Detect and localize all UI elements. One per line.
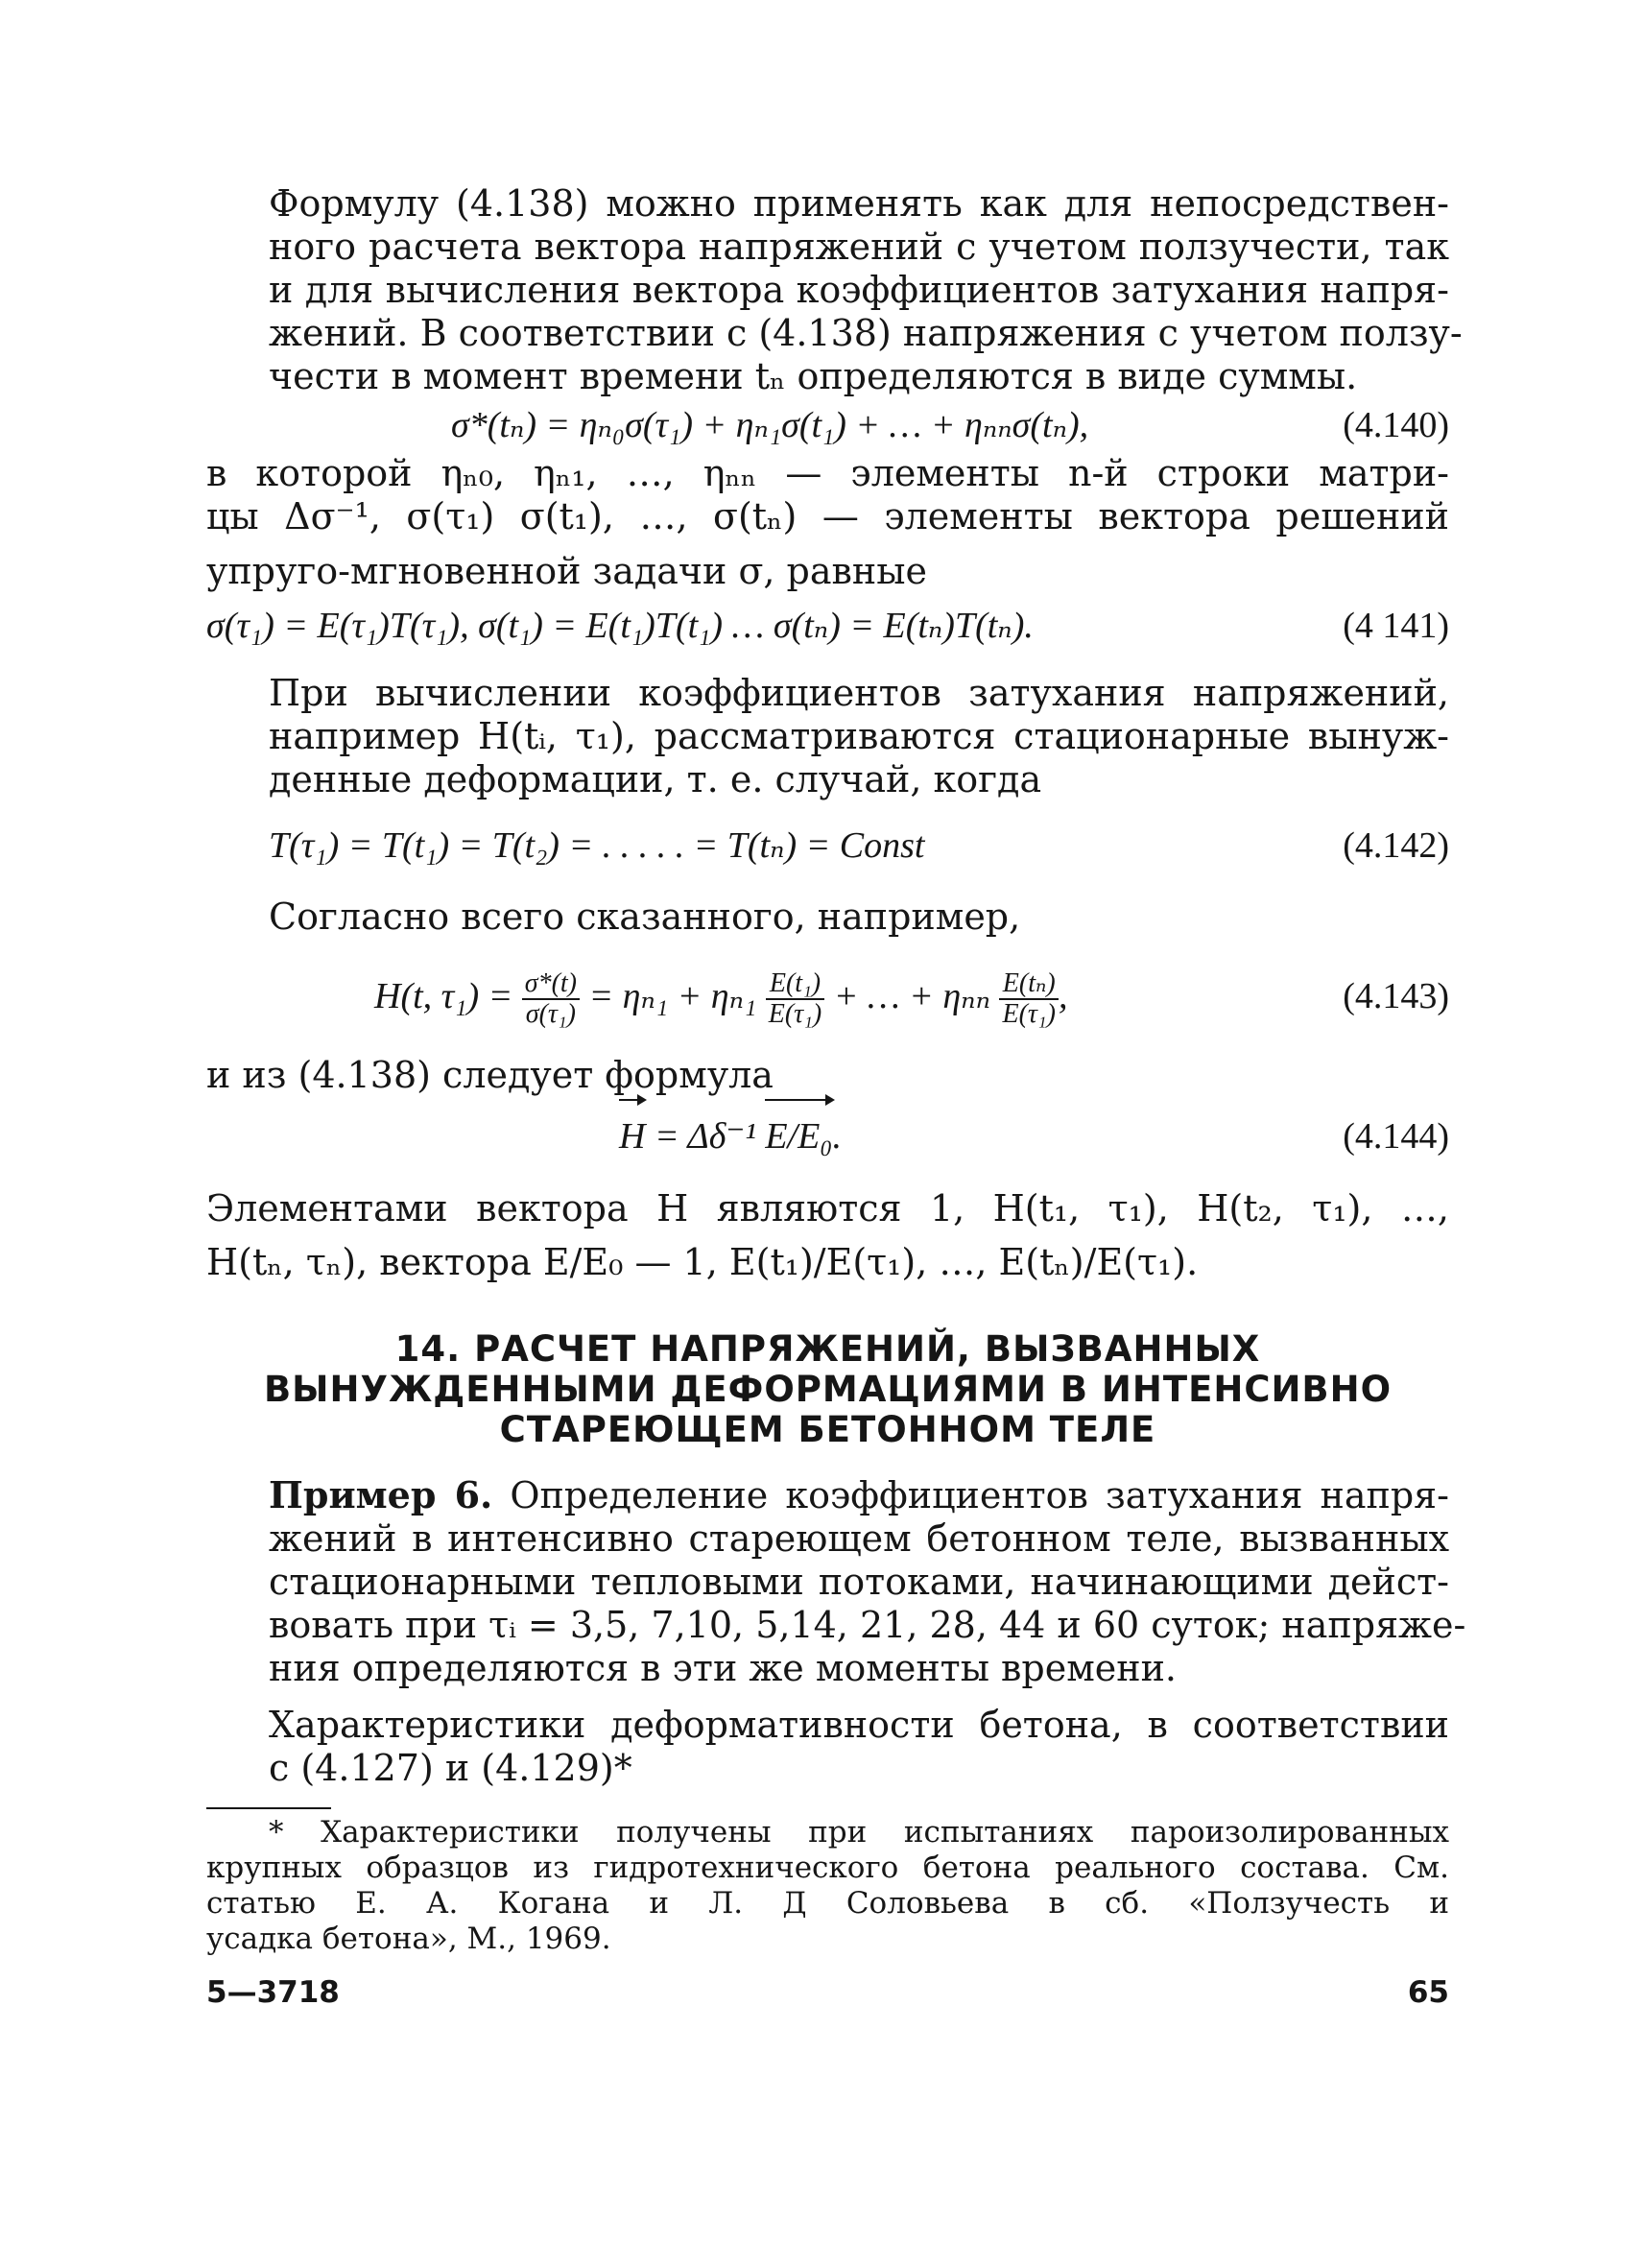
equation-number: (4.144) <box>1343 1116 1449 1157</box>
equation-4-144 <box>206 1103 1449 1170</box>
text-line: ния определяются в эти же моменты времени. <box>269 1647 1178 1689</box>
paragraph-intro <box>206 182 1463 398</box>
equation-number: (4.140) <box>1343 405 1449 445</box>
example-text: Определение коэффициентов затухания напря- <box>510 1474 1449 1516</box>
footnote-rule <box>206 1807 331 1809</box>
footnote-text <box>206 1815 1449 1957</box>
equation-4-143 <box>206 952 1449 1040</box>
equation-lhs: H(t, τ₁) = <box>374 976 513 1016</box>
denominator: σ(τ₁) <box>525 999 576 1030</box>
text-line: усадка бетона», М., 1969. <box>206 1922 611 1956</box>
text-line: например H(tᵢ, τ₁), рассматриваются стационарные вынуж- <box>269 715 1449 757</box>
text-line: крупных образцов из гидротехнического бетона реального состава. См. <box>206 1850 1449 1885</box>
text-line: ного расчета вектора напряжений с учетом ползучести, так <box>269 226 1449 268</box>
text-line: жений. В соответствии с (4.138) напряжения с учетом ползу- <box>269 312 1463 354</box>
paragraph-vector-elements <box>206 1182 1449 1289</box>
paragraph-elements <box>206 452 1449 593</box>
text-line: Элементами вектора H являются 1, H(t₁, τ₁), H(t₂, τ₁), …, <box>206 1187 1449 1229</box>
equation-term: = ηₙ₁ + ηₙ₁ <box>588 976 757 1016</box>
paragraph-coefficients <box>206 672 1449 801</box>
paragraph-accordingly <box>206 895 1449 939</box>
numerator: E(t₁) <box>766 969 825 1000</box>
equation-4-142 <box>206 819 1449 872</box>
text-line: Согласно всего сказанного, например, <box>269 895 1021 938</box>
equation-term: . <box>832 1116 843 1157</box>
vector-h: H <box>619 1103 645 1170</box>
text-line: вовать при τᵢ = 3,5, 7,10, 5,14, 21, 28, 44 и 60 суток; напряже- <box>269 1604 1466 1646</box>
text-line: статью Е. А. Когана и Л. Д Соловьева в сб. «Ползучесть и <box>206 1886 1449 1921</box>
signature-mark: 5—3718 <box>206 1975 340 2010</box>
text-line: * Характеристики получены при испытаниях пароизолированных <box>269 1815 1449 1850</box>
heading-line: 14. РАСЧЕТ НАПРЯЖЕНИЙ, ВЫЗВАННЫХ <box>394 1328 1261 1370</box>
fraction <box>522 969 580 1029</box>
denominator: E(τ₁) <box>1002 999 1056 1030</box>
text-line: Формулу (4.138) можно применять как для непосредствен- <box>269 182 1449 225</box>
equation-body: σ*(tₙ) = ηₙ₀σ(τ₁) + ηₙ₁σ(t₁) + … + ηₙₙσ(tₙ), <box>451 405 1089 445</box>
equation-body <box>619 1103 842 1170</box>
equation-number: (4.143) <box>1343 976 1449 1016</box>
section-heading <box>206 1329 1449 1450</box>
page-footer <box>206 1975 1449 2014</box>
text-line: с (4.127) и (4.129)* <box>269 1747 632 1789</box>
text-line: цы Δσ⁻¹, σ(τ₁) σ(t₁), …, σ(tₙ) — элементы вектора решений <box>206 495 1449 537</box>
text-line: и для вычисления вектора коэффициентов затухания напря- <box>269 269 1449 311</box>
fraction <box>999 969 1059 1029</box>
equation-body: σ(τ₁) = E(τ₁)T(τ₁), σ(t₁) = E(t₁)T(t₁) … σ(tₙ) = E(tₙ)T(tₙ). <box>206 606 1034 646</box>
text-line: H(tₙ, τₙ), вектора E/E₀ — 1, E(t₁)/E(τ₁), …, E(tₙ)/E(τ₁). <box>206 1241 1199 1283</box>
equation-body <box>374 952 1068 1040</box>
numerator: σ*(t) <box>522 969 580 1000</box>
text-line: в которой ηₙ₀, ηₙ₁, …, ηₙₙ — элементы n-й строки матри- <box>206 452 1449 494</box>
heading-line: ВЫНУЖДЕННЫМИ ДЕФОРМАЦИЯМИ В ИНТЕНСИВНО <box>263 1369 1393 1410</box>
text-line: Характеристики деформативности бетона, в соответствии <box>269 1704 1449 1746</box>
text-line: денные деформации, т. е. случай, когда <box>269 758 1042 800</box>
equation-term: , <box>1059 976 1068 1016</box>
text-line: чести в момент времени tₙ определяются в виде суммы. <box>269 355 1358 397</box>
text-line: жений в интенсивно стареющем бетонном теле, вызванных <box>269 1517 1449 1560</box>
text-line: упруго-мгновенной задачи σ, равные <box>206 550 927 592</box>
equation-4-140 <box>206 398 1449 452</box>
heading-line: СТАРЕЮЩЕМ БЕТОННОМ ТЕЛЕ <box>499 1409 1156 1450</box>
paragraph-characteristics <box>206 1704 1449 1790</box>
text-line: стационарными тепловыми потоками, начинающими дейст- <box>269 1561 1449 1603</box>
text-line: и из (4.138) следует формула <box>206 1054 774 1096</box>
paragraph-formula-follows <box>206 1054 1449 1097</box>
equation-number: (4.142) <box>1343 825 1449 866</box>
footnote <box>206 1807 1449 1957</box>
equation-4-141 <box>206 599 1449 653</box>
equation-body: T(τ₁) = T(t₁) = T(t₂) = . . . . . = T(tₙ) = Const <box>269 825 925 866</box>
page-number: 65 <box>1407 1975 1449 2010</box>
page-body <box>206 182 1466 1957</box>
denominator: E(τ₁) <box>768 999 822 1030</box>
example-label: Пример 6. <box>269 1473 493 1516</box>
equation-term: = Δδ⁻¹ <box>645 1116 766 1157</box>
equation-number: (4 141) <box>1343 606 1449 646</box>
numerator: E(tₙ) <box>999 969 1059 1000</box>
equation-term: + … + ηₙₙ <box>833 976 990 1016</box>
text-line: При вычислении коэффициентов затухания напряжений, <box>269 672 1449 714</box>
vector-e-ratio: E/E₀ <box>765 1103 832 1170</box>
text-line <box>206 1473 1449 1517</box>
paragraph-example <box>206 1473 1466 1690</box>
fraction <box>766 969 825 1029</box>
